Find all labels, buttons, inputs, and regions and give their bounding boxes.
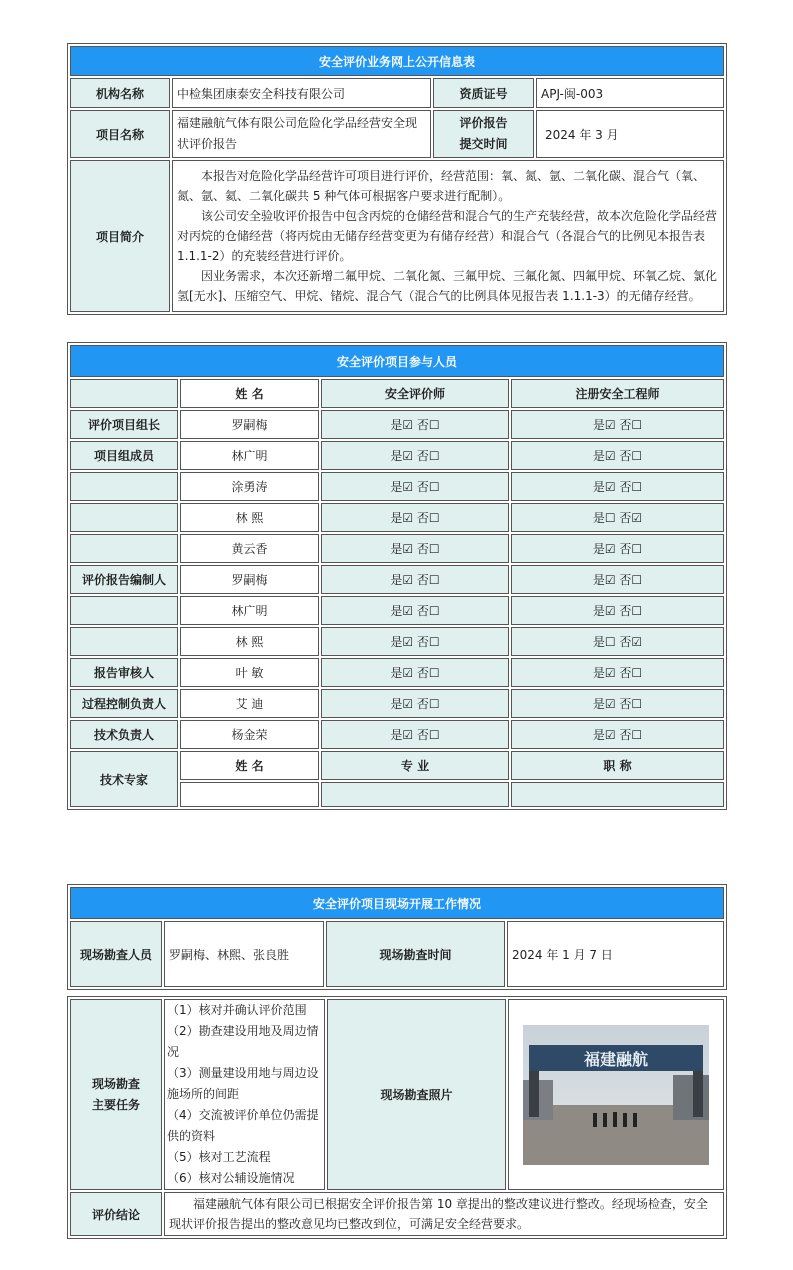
engineer-check: 是☑ 否☐	[511, 720, 724, 749]
site-photo	[523, 1025, 709, 1165]
gate-sign-text: 福建融航	[583, 1049, 649, 1069]
expert-col-major: 专 业	[321, 751, 509, 780]
photo-label: 现场勘查照片	[327, 999, 506, 1190]
public-info-table	[67, 43, 727, 315]
project-value: 福建融航气体有限公司危险化学品经营安全现状评价报告	[172, 110, 431, 158]
intro-paragraph: 该公司安全验收评价报告中包含丙烷的仓储经营和混合气的生产充装经营，故本次危险化学品经营对丙烷的仓储经营（将丙烷由无储存经营变更为有储存经营）和混合气（各混合气的比例见本报告表 1.1.1-2）的充装经营进行评价。	[177, 209, 718, 263]
evaluator-check: 是☑ 否☐	[321, 534, 509, 563]
evaluator-check: 是☑ 否☐	[321, 441, 509, 470]
intro-body	[172, 160, 724, 312]
staff-name: 罗嗣梅	[180, 410, 319, 439]
conclusion-label: 评价结论	[70, 1192, 162, 1236]
staff-role: 技术负责人	[70, 720, 178, 749]
staff-name: 林广明	[180, 441, 319, 470]
org-value: 中检集团康泰安全科技有限公司	[172, 78, 431, 108]
engineer-check: 是☑ 否☐	[511, 596, 724, 625]
header-blank	[70, 379, 178, 408]
col-evaluator: 安全评价师	[321, 379, 509, 408]
submit-label-line1: 评价报告	[459, 116, 508, 130]
staff-role: 评价项目组长	[70, 410, 178, 439]
cert-label: 资质证号	[433, 78, 534, 108]
staff-role: 评价报告编制人	[70, 565, 178, 594]
submit-label-line2: 提交时间	[459, 137, 508, 151]
task-item: （4）交流被评价单位仍需提供的资料	[167, 1108, 319, 1143]
task-item: （2）勘查建设用地及周边情况	[167, 1024, 319, 1059]
evaluator-check: 是☑ 否☐	[321, 720, 509, 749]
photo-cell	[508, 999, 724, 1190]
site-table	[67, 884, 727, 990]
evaluator-check: 是☑ 否☐	[321, 689, 509, 718]
engineer-check: 是☑ 否☐	[511, 658, 724, 687]
engineer-check: 是☐ 否☑	[511, 627, 724, 656]
tasks-label-line2: 主要任务	[91, 1097, 140, 1112]
evaluator-check: 是☑ 否☐	[321, 503, 509, 532]
intro-label: 项目简介	[70, 160, 170, 312]
staff-role: 报告审核人	[70, 658, 178, 687]
staff-name: 罗嗣梅	[180, 565, 319, 594]
tasks-label	[70, 999, 162, 1190]
submit-value: 2024 年 3 月	[536, 110, 724, 158]
expert-label: 技术专家	[70, 751, 178, 807]
staff-name: 涂勇涛	[180, 472, 319, 501]
staff-role	[70, 627, 178, 656]
cert-value: APJ-闽-003	[536, 78, 724, 108]
conclusion-text: 福建融航气体有限公司已根据安全评价报告第 10 章提出的整改建议进行整改。经现场检查，安全现状评价报告提出的整改意见均已整改到位，可满足安全经营要求。	[169, 1197, 708, 1231]
evaluator-check: 是☑ 否☐	[321, 472, 509, 501]
engineer-check: 是☑ 否☐	[511, 689, 724, 718]
engineer-check: 是☑ 否☐	[511, 410, 724, 439]
evaluator-check: 是☑ 否☐	[321, 410, 509, 439]
engineer-check: 是☑ 否☐	[511, 565, 724, 594]
evaluator-check: 是☑ 否☐	[321, 565, 509, 594]
staff-role: 项目组成员	[70, 441, 178, 470]
survey-time-label: 现场勘查时间	[326, 921, 505, 987]
task-item: （5）核对工艺流程	[167, 1150, 271, 1164]
expert-col-name: 姓 名	[180, 751, 319, 780]
survey-staff-value: 罗嗣梅、林熙、张良胜	[164, 921, 324, 987]
col-name: 姓 名	[180, 379, 319, 408]
staff-name: 林广明	[180, 596, 319, 625]
staff-role	[70, 472, 178, 501]
public-info-title: 安全评价业务网上公开信息表	[70, 46, 724, 76]
engineer-check: 是☑ 否☐	[511, 441, 724, 470]
site-tasks-table	[67, 996, 727, 1239]
staff-name: 林 熙	[180, 503, 319, 532]
expert-title-cell	[511, 782, 724, 807]
survey-staff-label: 现场勘查人员	[70, 921, 162, 987]
staff-title: 安全评价项目参与人员	[70, 345, 724, 377]
task-item: （3）测量建设用地与周边设施场所的间距	[167, 1066, 319, 1101]
staff-name: 黄云香	[180, 534, 319, 563]
staff-name: 林 熙	[180, 627, 319, 656]
task-item: （6）核对公辅设施情况	[167, 1171, 295, 1185]
tasks-label-line1: 现场勘查	[91, 1076, 140, 1091]
staff-role	[70, 534, 178, 563]
task-item: （1）核对并确认评价范围	[167, 1003, 307, 1017]
expert-name-cell	[180, 782, 319, 807]
engineer-check: 是☑ 否☐	[511, 534, 724, 563]
col-engineer: 注册安全工程师	[511, 379, 724, 408]
staff-role	[70, 503, 178, 532]
conclusion-body	[164, 1192, 724, 1236]
staff-role: 过程控制负责人	[70, 689, 178, 718]
staff-role	[70, 596, 178, 625]
expert-major-cell	[321, 782, 509, 807]
engineer-check: 是☐ 否☑	[511, 503, 724, 532]
staff-name: 杨金荣	[180, 720, 319, 749]
evaluator-check: 是☑ 否☐	[321, 596, 509, 625]
org-label: 机构名称	[70, 78, 170, 108]
project-label: 项目名称	[70, 110, 170, 158]
intro-paragraph: 本报告对危险化学品经营许可项目进行评价，经营范围：氧、氮、氩、二氧化碳、混合气（氧、氮、氩、氦、二氧化碳共 5 种气体可根据客户要求进行配制）。	[177, 169, 706, 203]
expert-col-title: 职 称	[511, 751, 724, 780]
staff-name: 叶 敏	[180, 658, 319, 687]
submit-label	[433, 110, 534, 158]
survey-time-value: 2024 年 1 月 7 日	[507, 921, 724, 987]
staff-table	[67, 342, 727, 810]
intro-paragraph: 因业务需求，本次还新增二氟甲烷、二氧化氮、三氟甲烷、三氟化氮、四氟甲烷、环氧乙烷、氯化氢[无水]、压缩空气、甲烷、锗烷、混合气（混合气的比例具体见报告表 1.1.1-3）的无储存经营。	[177, 269, 718, 303]
site-title: 安全评价项目现场开展工作情况	[70, 887, 724, 919]
evaluator-check: 是☑ 否☐	[321, 627, 509, 656]
engineer-check: 是☑ 否☐	[511, 472, 724, 501]
evaluator-check: 是☑ 否☐	[321, 658, 509, 687]
tasks-list	[164, 999, 325, 1190]
staff-name: 艾 迪	[180, 689, 319, 718]
